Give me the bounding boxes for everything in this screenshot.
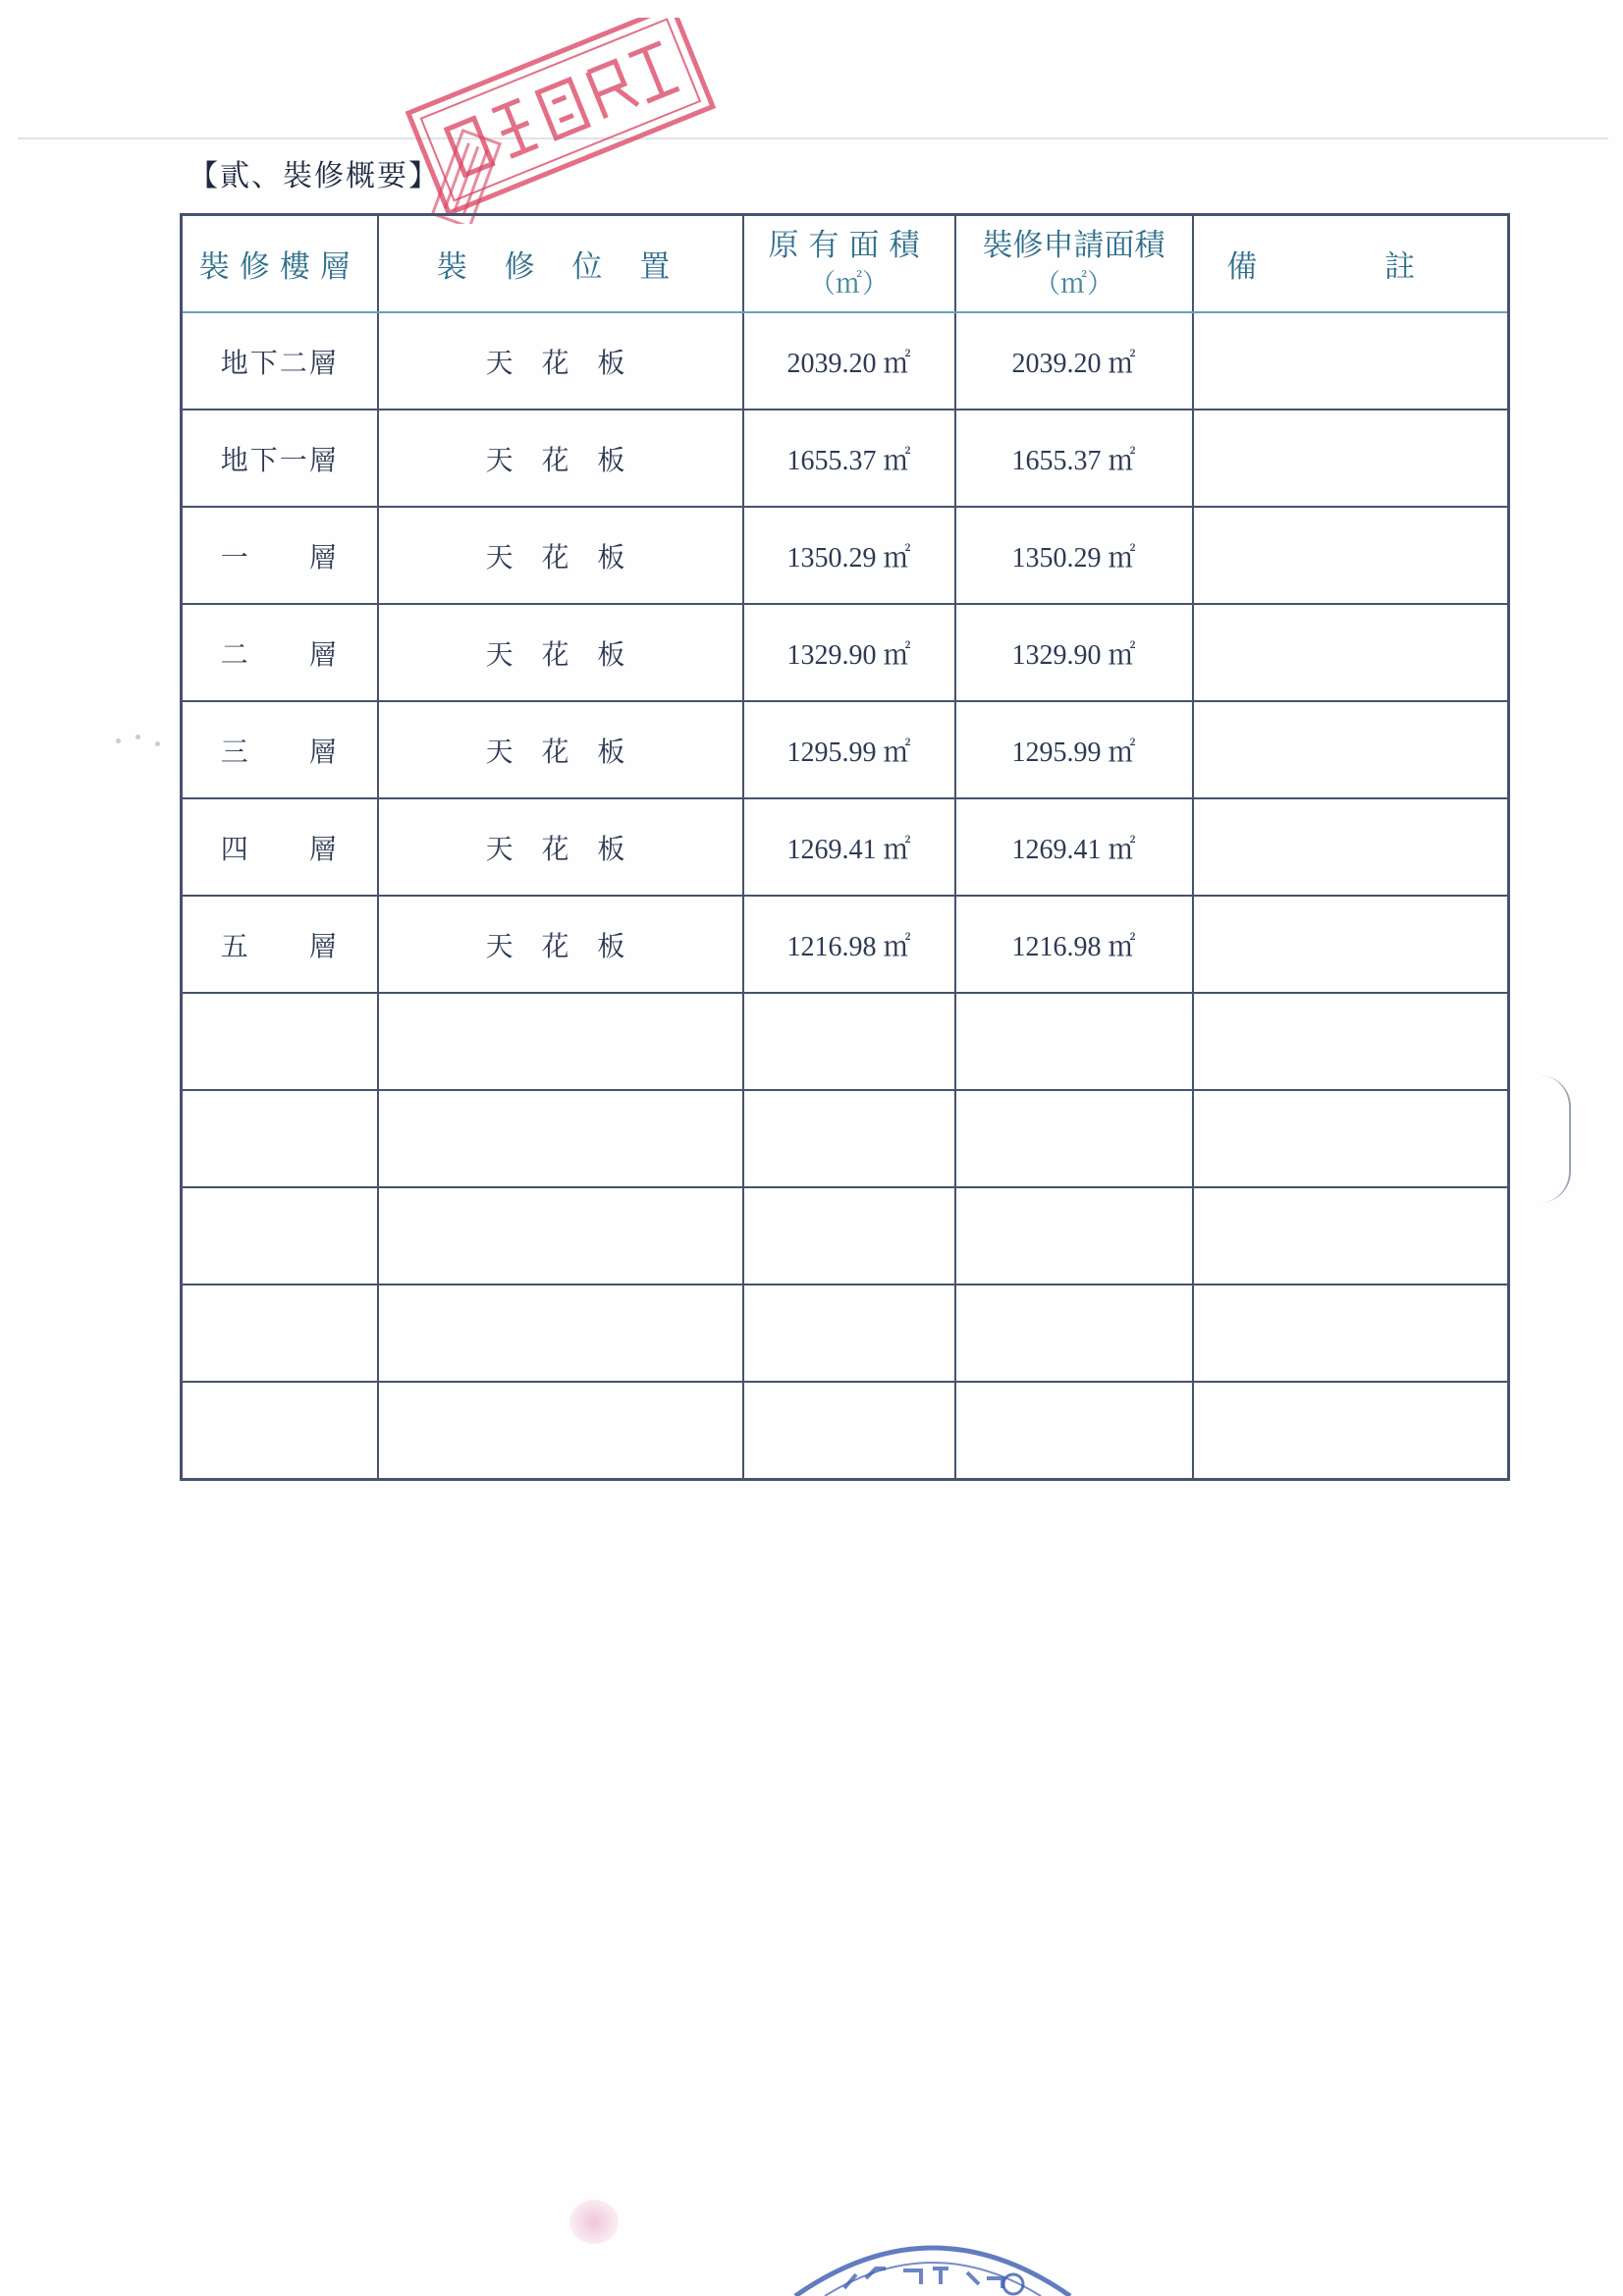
table-row [182,1382,1509,1480]
remark-cell [1193,896,1509,993]
applied-area-cell: 1269.41 ㎡ [955,798,1193,896]
remark-cell [1193,798,1509,896]
table-row [182,1090,1509,1187]
location-cell [378,1187,743,1285]
original-area-cell [743,1285,955,1382]
location-cell [378,993,743,1090]
location-cell [378,1285,743,1382]
remark-cell [1193,1090,1509,1187]
applied-area-cell: 1350.29 ㎡ [955,507,1193,604]
remark-cell [1193,410,1509,507]
floor-cell [182,1187,378,1285]
remark-cell [1193,993,1509,1090]
applied-area-cell [955,1187,1193,1285]
location-cell: 天 花 板 [378,604,743,701]
original-area-cell: 1216.98 ㎡ [743,896,955,993]
table-row [182,312,1509,410]
blue-seal-stamp [785,2229,1080,2296]
ink-smudge [569,2200,619,2244]
table-header-row [182,215,1509,313]
header-original-area: 原有面積 （㎡） [743,215,955,313]
original-area-cell [743,1187,955,1285]
header-remark: 備 註 [1193,215,1509,313]
header-applied-area: 裝修申請面積 （㎡） [955,215,1193,313]
remark-cell [1193,1187,1509,1285]
location-cell [378,1090,743,1187]
remark-cell [1193,312,1509,410]
floor-cell: 地下二層 [182,312,378,410]
floor-cell: 四 層 [182,798,378,896]
scan-dot [155,741,160,746]
original-area-cell: 1269.41 ㎡ [743,798,955,896]
location-cell: 天 花 板 [378,312,743,410]
original-area-cell: 1295.99 ㎡ [743,701,955,798]
applied-area-cell [955,993,1193,1090]
floor-cell: 三 層 [182,701,378,798]
remark-cell [1193,701,1509,798]
margin-pen-mark [1540,1075,1571,1203]
applied-area-cell: 1655.37 ㎡ [955,410,1193,507]
table-row [182,410,1509,507]
original-area-cell [743,1090,955,1187]
remark-cell [1193,507,1509,604]
scan-edge-line [18,137,1608,139]
applied-area-cell [955,1090,1193,1187]
floor-cell [182,993,378,1090]
table-row [182,507,1509,604]
red-seal-stamp [393,18,727,224]
table-row [182,604,1509,701]
floor-cell: 一 層 [182,507,378,604]
header-location: 裝 修 位 置 [378,215,743,313]
floor-cell: 地下一層 [182,410,378,507]
original-area-cell: 2039.20 ㎡ [743,312,955,410]
applied-area-cell [955,1285,1193,1382]
table-row [182,701,1509,798]
scan-dot [116,738,121,743]
location-cell [378,1382,743,1480]
original-area-cell: 1350.29 ㎡ [743,507,955,604]
header-floor: 裝修樓層 [182,215,378,313]
location-cell: 天 花 板 [378,507,743,604]
floor-cell [182,1090,378,1187]
original-area-cell [743,1382,955,1480]
location-cell: 天 花 板 [378,701,743,798]
table-row [182,1285,1509,1382]
original-area-cell [743,993,955,1090]
applied-area-cell: 1295.99 ㎡ [955,701,1193,798]
remark-cell [1193,1285,1509,1382]
location-cell: 天 花 板 [378,410,743,507]
floor-cell [182,1285,378,1382]
location-cell: 天 花 板 [378,798,743,896]
floor-cell: 二 層 [182,604,378,701]
scan-dot [135,735,140,739]
remark-cell [1193,1382,1509,1480]
table-row [182,798,1509,896]
original-area-cell: 1655.37 ㎡ [743,410,955,507]
renovation-summary-table [180,213,1510,1481]
table-row [182,896,1509,993]
original-area-cell: 1329.90 ㎡ [743,604,955,701]
applied-area-cell: 1329.90 ㎡ [955,604,1193,701]
floor-cell [182,1382,378,1480]
table-row [182,993,1509,1090]
section-title: 【貳、裝修概要】 [189,159,440,193]
location-cell: 天 花 板 [378,896,743,993]
table-row [182,1187,1509,1285]
floor-cell: 五 層 [182,896,378,993]
remark-cell [1193,604,1509,701]
applied-area-cell: 1216.98 ㎡ [955,896,1193,993]
applied-area-cell [955,1382,1193,1480]
applied-area-cell: 2039.20 ㎡ [955,312,1193,410]
